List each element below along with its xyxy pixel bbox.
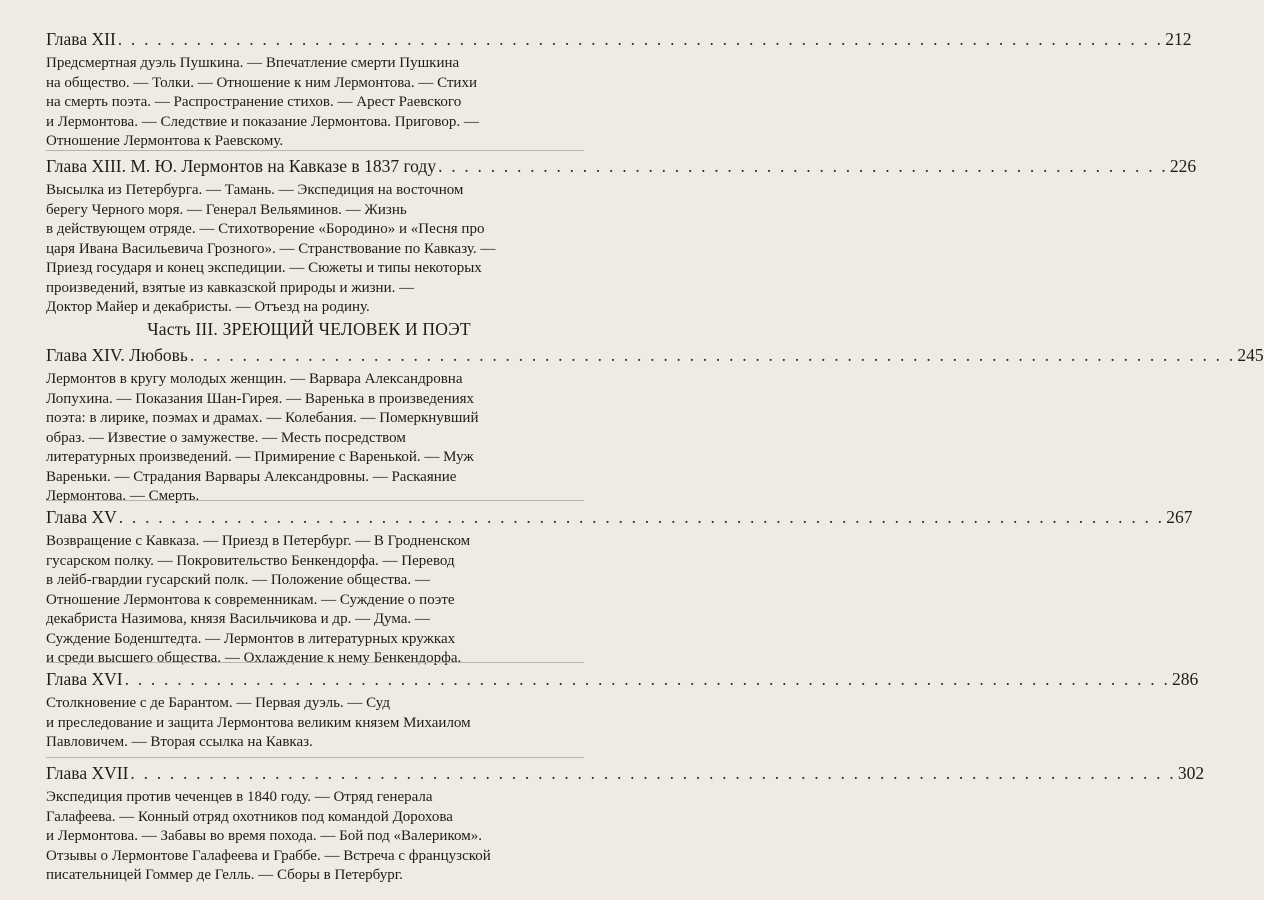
- toc-entry-heading[interactable]: [46, 668, 1199, 690]
- chapter-title: Глава XVII: [46, 763, 129, 783]
- dot-leader: . . . . . . . . . . . . . . . . . . . . . . . . . . . . . . . . . . . . . . . . . . . . . . . . . . . . . . . . . . . . . . . . . . . . . . . . . . . . . . . .: [189, 345, 1236, 365]
- dot-leader: . . . . . . . . . . . . . . . . . . . . . . . . . . . . . . . . . . . . . . . . . . . . . . . . . . . . . . . .: [438, 156, 1168, 176]
- page-number: 226: [1169, 156, 1197, 176]
- chapter-summary: Возвращение с Кавказа. — Приезд в Петербург. — В Гродненском гусарском полку. — Покровительство Бенкендорфа. — Перевод в лейб-гвардии гусарский полк. — Положение общества. — Отношение Лермонтова к современникам. — Суждение о поэте декабриста Назимова, князя Васильчикова и др. — Дума. — Суждение Боденштедта. — Лермонтов в литературных кружках и среди высшего общества. — Охлаждение к нему Бенкендорфа.: [46, 533, 471, 666]
- chapter-summary: Лермонтов в кругу молодых женщин. — Варвара Александровна Лопухина. — Показания Шан-Гирея. — Варенька в произведениях поэта: в лирике, поэмах и драмах. — Колебания. — Померкнувший образ. — Известие о замужестве. — Месть посредством литературных произведений. — Примирение с Варенькой. — Муж Вареньки. — Страдания Варвары Александровны. — Раскаяние Лермонтова. — Смерть.: [46, 371, 479, 504]
- part-title: Часть III. ЗРЕЮЩИЙ ЧЕЛОВЕК И ПОЭТ: [147, 319, 471, 339]
- toc-entry-chapter-12: [46, 28, 1192, 152]
- toc-entry-chapter-16: [46, 668, 1199, 753]
- chapter-summary: Столкновение с де Барантом. — Первая дуэль. — Суд и преследование и защита Лермонтова великим князем Михаилом Павловичем. — Вторая ссылка на Кавказ.: [46, 695, 471, 750]
- dot-leader: . . . . . . . . . . . . . . . . . . . . . . . . . . . . . . . . . . . . . . . . . . . . . . . . . . . . . . . . . . . . . . . . . . . . . . . . . . . . . . . .: [118, 507, 1165, 527]
- toc-entry-heading[interactable]: [46, 344, 1264, 366]
- dot-leader: . . . . . . . . . . . . . . . . . . . . . . . . . . . . . . . . . . . . . . . . . . . . . . . . . . . . . . . . . . . . . . . . . . . . . . . . . . . . . . . .: [124, 669, 1171, 689]
- page-number: 267: [1166, 507, 1193, 527]
- chapter-summary: Предсмертная дуэль Пушкина. — Впечатление смерти Пушкина на общество. — Толки. — Отношение к ним Лермонтова. — Стихи на смерть поэта. — Распространение стихов. — Арест Раевского и Лермонтова. — Следствие и показание Лермонтова. Приговор. — Отношение Лермонтова к Раевскому.: [46, 55, 479, 149]
- dot-leader: . . . . . . . . . . . . . . . . . . . . . . . . . . . . . . . . . . . . . . . . . . . . . . . . . . . . . . . . . . . . . . . . . . . . . . . . . . . . . . . .: [117, 29, 1164, 49]
- page-number: 245: [1237, 345, 1264, 365]
- page-number: 212: [1165, 29, 1192, 49]
- chapter-title: Глава XII: [46, 29, 116, 49]
- section-divider: [46, 662, 584, 663]
- toc-entry-chapter-15: [46, 506, 1193, 669]
- section-divider: [46, 757, 584, 758]
- section-divider: [46, 150, 584, 151]
- chapter-summary: Высылка из Петербурга. — Тамань. — Экспедиция на восточном берегу Черного моря. — Генерал Вельяминов. — Жизнь в действующем отряде. — Стихотворение «Бородино» и «Песня про царя Ивана Васильевича Грозного». — Странствование по Кавказу. — Приезд государя и конец экспедиции. — Сюжеты и типы некоторых произведений, взятые из кавказской природы и жизни. — Доктор Майер и декабристы. — Отъезд на родину.: [46, 182, 496, 315]
- chapter-title: Глава XVI: [46, 669, 123, 689]
- toc-entry-chapter-17: [46, 762, 1205, 886]
- toc-entry-heading[interactable]: [46, 155, 1197, 177]
- toc-entry-chapter-13: [46, 155, 1197, 318]
- toc-entry-heading[interactable]: [46, 28, 1192, 50]
- section-divider: [46, 500, 584, 501]
- chapter-title: Глава XIV. Любовь: [46, 345, 188, 365]
- chapter-summary: Экспедиция против чеченцев в 1840 году. — Отряд генерала Галафеева. — Конный отряд охотников под командой Дорохова и Лермонтова. — Забавы во время похода. — Бой под «Валериком». Отзывы о Лермонтове Галафеева и Граббе. — Встреча с французской писательницей Гоммер де Гелль. — Сборы в Петербург.: [46, 789, 491, 883]
- chapter-title: Глава XV: [46, 507, 117, 527]
- toc-entry-chapter-14: [46, 344, 1264, 507]
- dot-leader: . . . . . . . . . . . . . . . . . . . . . . . . . . . . . . . . . . . . . . . . . . . . . . . . . . . . . . . . . . . . . . . . . . . . . . . . . . . . . . . .: [130, 763, 1176, 783]
- toc-entry-heading[interactable]: [46, 762, 1205, 784]
- toc-entry-heading[interactable]: [46, 506, 1193, 528]
- chapter-title: Глава XIII. М. Ю. Лермонтов на Кавказе в 1837 году: [46, 156, 437, 176]
- page-number: 302: [1177, 763, 1205, 783]
- page-number: 286: [1172, 669, 1199, 689]
